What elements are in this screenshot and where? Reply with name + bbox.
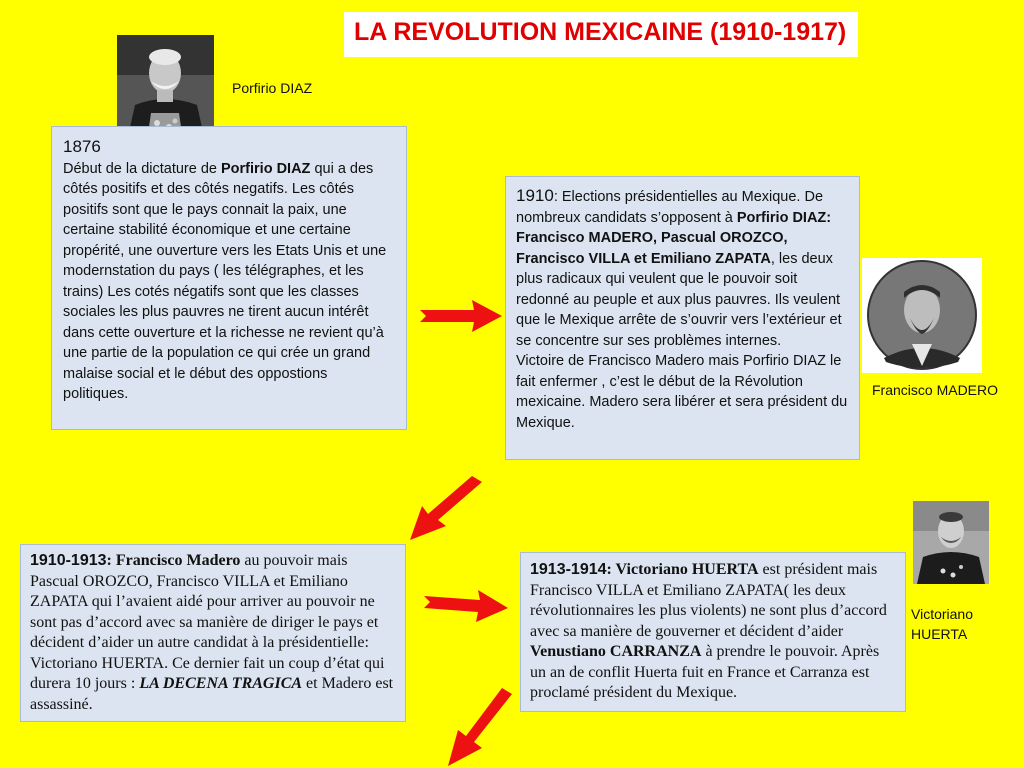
text-segment: : Victoriano HUERTA [606, 561, 759, 578]
text-box-1910-1913 [20, 544, 406, 722]
porfirio-diaz-caption: Porfirio DIAZ [232, 80, 313, 96]
text-segment: Début de la dictature de [63, 160, 221, 177]
text-segment: 1913-1914 [530, 561, 607, 578]
text-segment: qui a des côtés positifs et des côtés negatifs. Les côtés positifs sont que le pays connait la paix, une certaine stabilité économique et une certaine propérité, une ouverture vers les Etats Unis et une modernstation du pays ( les télégraphes, et les trains) Les cotés négatifs sont que les classes sociales les plus pauvres ne tirent aucun intérêt dans cette ouverture et la richesse ne revient qu’à une partie de la population ce qui crée un grand malaise social et le début des oppostions politiques. [63, 160, 387, 402]
text-segment: : Elections présidentielles au Mexique. De nombreux candidats s’opposent à [516, 189, 824, 226]
text-segment: , les deux plus radicaux qui veulent que le pouvoir soit redonné au peuple et aux plus pauvres. Ils veulent que le Mexique arrête de s’ouvrir vers l’extérieur et se concentre sur ses problèmes internes. [516, 250, 842, 349]
text-segment: 1876 [63, 137, 101, 156]
text-box-1910 [505, 176, 860, 460]
text-segment: est président mais Francisco VILLA et Emiliano ZAPATA( les deux révolutionnaires les plus violents) ne sont plus d’accord avec sa manière de gouverner et décident d’aider [530, 561, 887, 640]
text-segment: à prendre le pouvoir. Après un an de conflit Huerta fuit en France et Carranza est proclamé président du Mexique. [530, 643, 880, 701]
text-box-1876 [51, 126, 407, 430]
text-segment: : Francisco Madero [106, 552, 241, 569]
arrow-down-left-icon [440, 686, 520, 768]
victoriano-huerta-photo [913, 501, 989, 584]
text-box-1913-1914 [520, 552, 906, 712]
victoriano-huerta-caption-line1: Victoriano [911, 606, 974, 622]
text-segment: Porfirio DIAZ [221, 160, 311, 177]
page-title: LA REVOLUTION MEXICAINE (1910-1917) [344, 12, 858, 57]
francisco-madero-caption: Francisco MADERO [872, 382, 999, 398]
arrow-right-icon [416, 296, 506, 336]
francisco-madero-photo [862, 258, 982, 373]
text-segment: LA DECENA TRAGICA [139, 675, 303, 692]
text-segment: Victoire de Francisco Madero mais Porfirio DIAZ le fait enfermer , c’est le début de la Révolution mexicaine. Madero sera libérer et sera président du Mexique. [516, 353, 848, 431]
text-segment: Venustiano CARRANZA [530, 643, 702, 660]
text-segment: 1910 [516, 186, 554, 205]
text-segment: Porfirio DIAZ: Francisco MADERO, Pascual OROZCO, Francisco VILLA et Emiliano ZAPATA [516, 209, 832, 267]
text-segment: 1910-1913 [30, 552, 107, 569]
text-segment: au pouvoir mais Pascual OROZCO, Francisco VILLA et Emiliano ZAPATA qui l’avaient aidé pour arriver au pouvoir ne sont pas d’accord avec sa manière de diriger le pays et décident d’aider un autre candidat à la présidentielle: Victoriano HUERTA. Ce dernier fait un coup d’état qui durera 10 jours : [30, 552, 385, 692]
victoriano-huerta-caption [911, 604, 973, 644]
text-segment: et Madero est assassiné. [30, 675, 394, 713]
victoriano-huerta-caption-line2: HUERTA [911, 626, 968, 642]
arrow-down-left-icon [400, 470, 490, 546]
arrow-right-icon [420, 586, 512, 626]
